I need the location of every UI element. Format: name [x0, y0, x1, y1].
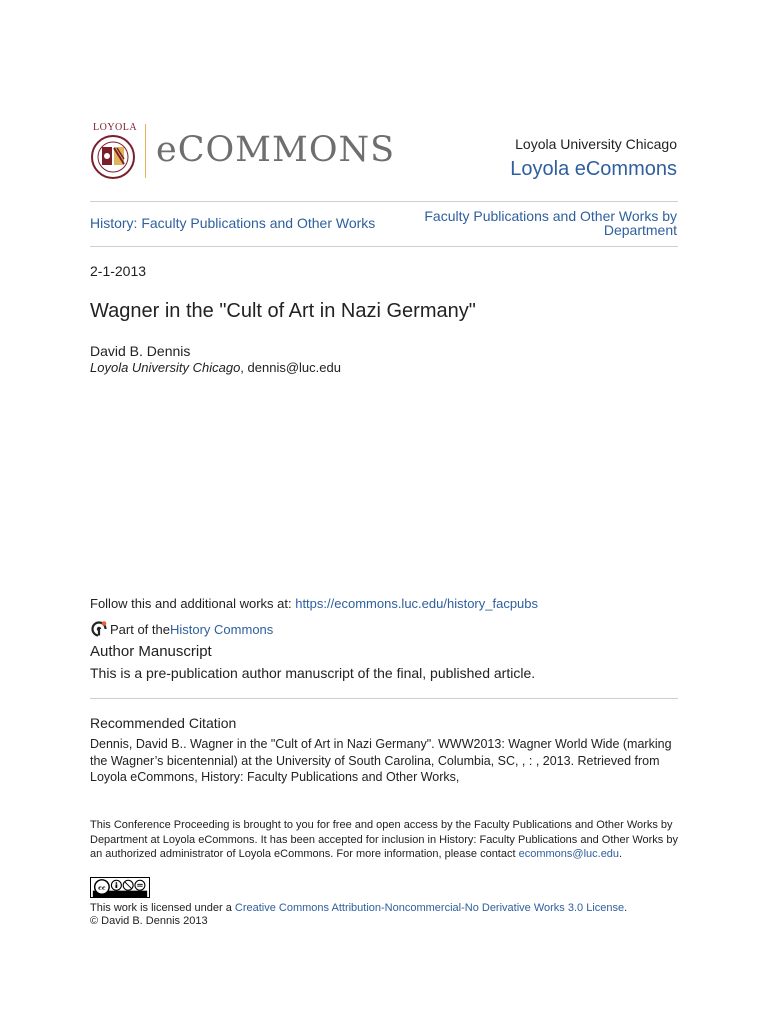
access-end: .: [619, 848, 623, 860]
contact-email-link[interactable]: ecommons@luc.edu: [518, 848, 620, 860]
breadcrumb-department-link[interactable]: Faculty Publications and Other Works by Department: [424, 208, 677, 238]
part-of-line: [90, 619, 273, 639]
page-title: Wagner in the "Cult of Art in Nazi Germany": [90, 300, 476, 322]
logo-wordmark: eCOMMONS: [156, 130, 396, 170]
logo-divider: [145, 124, 146, 178]
ecommons-logo: [90, 122, 396, 184]
access-statement: [90, 818, 680, 862]
follow-line: [90, 596, 538, 611]
breadcrumb-collection-link[interactable]: History: Faculty Publications and Other Works: [90, 215, 376, 231]
affiliation-institution: Loyola University Chicago: [90, 360, 241, 375]
institution-name: Loyola University Chicago: [515, 136, 677, 152]
logo-loyola-text: LOYOLA: [93, 122, 138, 133]
affiliation-separator: ,: [240, 360, 248, 375]
part-of-label: Part of the: [110, 621, 170, 637]
copyright-notice: © David B. Dennis 2013: [90, 915, 208, 927]
author-affiliation: [90, 360, 341, 375]
divider: [90, 246, 678, 247]
manuscript-note: This is a pre-publication author manuscript of the final, published article.: [90, 665, 536, 681]
bepress-network-icon: [90, 620, 108, 638]
license-prefix: This work is licensed under a: [90, 902, 235, 914]
license-end: .: [624, 902, 628, 914]
follow-label: Follow this and additional works at:: [90, 596, 296, 611]
publication-date: 2-1-2013: [90, 263, 147, 279]
divider: [90, 201, 678, 202]
svg-text:cc: cc: [98, 884, 106, 892]
history-commons-link[interactable]: History Commons: [169, 621, 274, 637]
creative-commons-badge-icon[interactable]: [90, 877, 150, 898]
citation-text: Dennis, David B.. Wagner in the "Cult of Art in Nazi Germany". WWW2013: Wagner World Wide (marking the Wagner’s bicentennial) at the University of South Carolina, Columbia, SC, , : , 2013. Retrieved from Loyola eCommons, History: Faculty Publications and Other Works,: [90, 737, 672, 784]
divider: [90, 698, 678, 699]
license-line: [90, 901, 690, 915]
citation-heading: Recommended Citation: [90, 715, 237, 731]
follow-url-link[interactable]: https://ecommons.luc.edu/history_facpubs: [295, 596, 539, 611]
manuscript-heading: Author Manuscript: [90, 643, 212, 660]
repository-link[interactable]: Loyola eCommons: [510, 158, 677, 180]
loyola-seal-icon: [90, 134, 136, 180]
author-name: David B. Dennis: [90, 343, 191, 359]
license-link[interactable]: Creative Commons Attribution-Noncommercial-No Derivative Works 3.0 License: [234, 902, 625, 914]
access-text: This Conference Proceeding is brought to you for free and open access by the Faculty Publications and Other Works by Department at Loyola eCommons. It has been accepted for inclusion in History: Faculty Publications and Other Works by an authorized administrator of Loyola eCommons. For more information, please contact: [90, 819, 678, 860]
author-email: dennis@luc.edu: [247, 360, 341, 375]
